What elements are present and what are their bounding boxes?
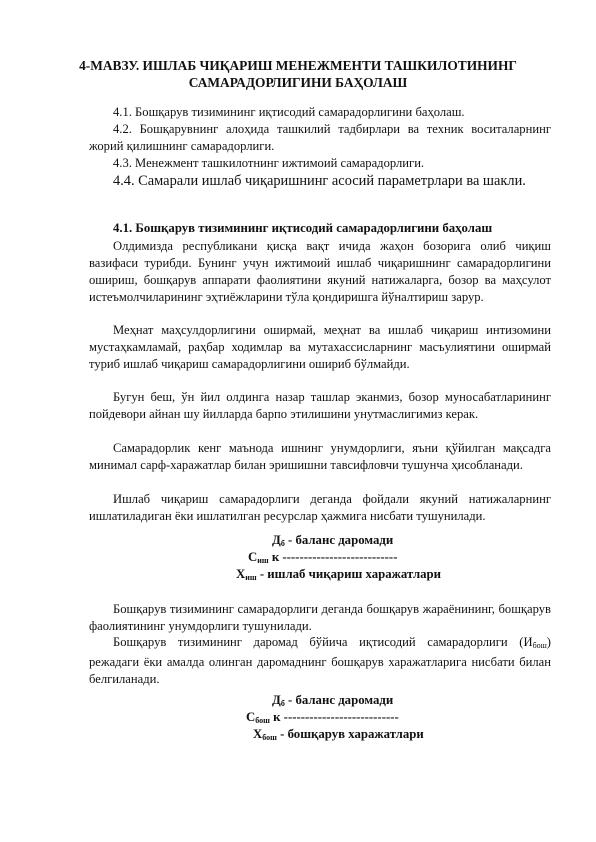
formula-1-numerator: $Д_б$ - баланс даромади <box>272 533 394 548</box>
formula-1-denominator: $Х_{иш}$ - ишлаб чиқариш харажатлари <box>236 567 442 582</box>
title-line-2: САМАРАДОРЛИГИНИ БАҲОЛАШ <box>188 75 408 90</box>
paragraph-4: Самарадорлик кенг маънода ишнинг унумдорлиги, яъни қўйилган мақсадга минимал сарф-харажатлар билан эришишни тавсифловчи тушунча ҳисобланади. <box>89 441 551 472</box>
section-heading: 4.1. Бошқарув тизимининг иқтисодий самарадорлигини баҳолаш <box>113 221 493 235</box>
toc-item-3: 4.3. Менежмент ташкилотнинг ижтимоий самарадорлиги. <box>113 156 425 170</box>
formula-1-lhs: $С_{иш}$ к --------------------------- <box>248 550 398 565</box>
toc-item-2: 4.2. Бошқарувнинг алоҳида ташкилий тадбирлари ва техник воситаларнинг жорий қилишнинг самарадорлиги. <box>89 122 551 153</box>
paragraph-7: Бошқарув тизимининг даромад бўйича иқтисодий самарадорлиги $(И_{бош})$ режадаги ёки амалда олинган даромаднинг бошқарув харажатларига нисбати билан белгиланади. <box>89 635 551 686</box>
paragraph-1: Олдимизда республикани қисқа вақт ичида жаҳон бозорига олиб чиқиш вазифаси турибди. Бунинг учун ижтимоий ишлаб чиқаришнинг самарадорлигини ошириш, бошқарув аппарати фаолиятини якуний натижаларга, бозор ва маҳсулот истеъмолчиларининг эҳтиёжларини тўла қондиришга йўналтириш зарур. <box>89 239 551 304</box>
paragraph-5: Ишлаб чиқариш самарадорлиги деганда фойдали якуний натижаларнинг ишлатиладиган ёки ишлатилган ресурслар ҳажмига нисбати тушунилади. <box>89 492 551 523</box>
toc-item-1: 4.1. Бошқарув тизимининг иқтисодий самарадорлигини баҳолаш. <box>113 105 465 119</box>
toc-item-4: 4.4. Самарали ишлаб чиқаришнинг асосий параметрлари ва шакли. <box>113 173 526 189</box>
paragraph-3: Бугун беш, ўн йил олдинга назар ташлар эканмиз, бозор муносабатларининг пойдевори айнан шу йилларда барпо этилишини унутмаслигимиз керак. <box>89 390 551 421</box>
paragraph-6: Бошқарув тизимининг самарадорлиги деганда бошқарув жараёнининг, бошқарув фаолиятининг унумдорлиги тушунилади. <box>89 602 551 633</box>
formula-2-lhs: $С_{бош}$ к --------------------------- <box>246 710 399 725</box>
paragraph-2: Меҳнат маҳсулдорлигини оширмай, меҳнат ва ишлаб чиқариш интизомини мустаҳкамламай, раҳбар ходимлар ва мутахассисларнинг масъулиятини оширмай туриб ишлаб чиқариш самарадорлигини ошириб бўлмайди. <box>89 323 551 371</box>
title-line-1: 4-МАВЗУ. ИШЛАБ ЧИҚАРИШ МЕНЕЖМЕНТИ ТАШКИЛОТИНИНГ <box>79 58 517 73</box>
formula-2-numerator: $Д_б$ - баланс даромади <box>272 693 394 708</box>
page-title <box>60 57 536 91</box>
formula-2-denominator: $Х_{бош}$ - бошқарув харажатлари <box>253 727 424 742</box>
